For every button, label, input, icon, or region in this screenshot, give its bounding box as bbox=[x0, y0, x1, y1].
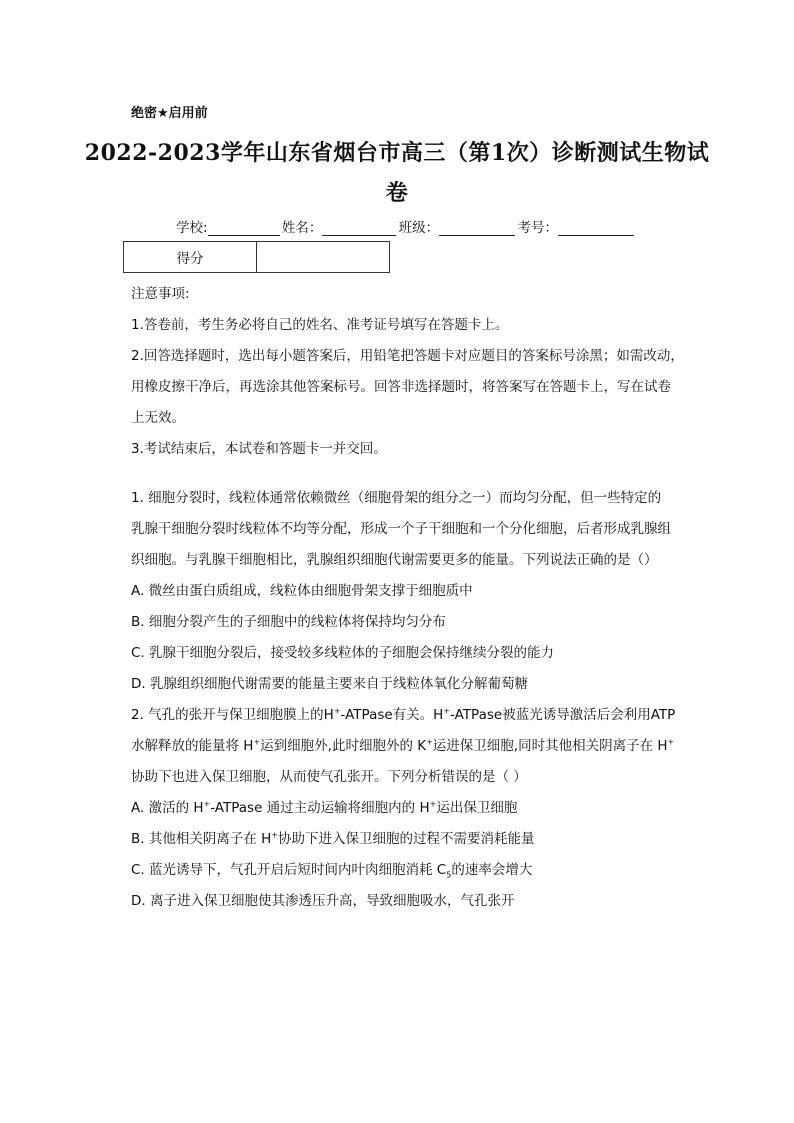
score-box bbox=[123, 241, 390, 273]
exam-number-field[interactable] bbox=[558, 221, 634, 236]
score-label: 得分 bbox=[124, 242, 257, 273]
q1-option-d: D. 乳腺组织细胞代谢需要的能量主要来自于线粒体氧化分解葡萄糖 bbox=[131, 676, 528, 692]
student-info-row bbox=[176, 216, 634, 236]
school-field[interactable] bbox=[208, 221, 280, 236]
q1-stem-line-2: 乳腺干细胞分裂时线粒体不均等分配，形成一个子干细胞和一个分化细胞，后者形成乳腺组 bbox=[131, 521, 671, 537]
q1-stem-line-1: 1. 细胞分裂时，线粒体通常依赖微丝（细胞骨架的组分之一）而均匀分配，但一些特定的 bbox=[131, 490, 662, 506]
notes-item-1: 1.答卷前，考生务必将自己的姓名、准考证号填写在答题卡上。 bbox=[131, 317, 509, 333]
q2-stem-line-3: 协助下也进入保卫细胞，从而使气孔张开。下列分析错误的是（ ） bbox=[131, 769, 527, 785]
q1-option-a: A. 微丝由蛋白质组成，线粒体由细胞骨架支撑于细胞质中 bbox=[131, 583, 473, 599]
q2-option-b: B. 其他相关阴离子在 H+协助下进入保卫细胞的过程不需要消耗能量 bbox=[131, 830, 535, 847]
q1-stem-line-3: 织细胞。与乳腺干细胞相比，乳腺组织细胞代谢需要更多的能量。下列说法正确的是（） bbox=[131, 552, 658, 568]
page-title: 2022-2023学年山东省烟台市高三（第1次）诊断测试生物试 bbox=[84, 140, 710, 166]
q1-option-b: B. 细胞分裂产生的子细胞中的线粒体将保持均匀分布 bbox=[131, 614, 446, 630]
q2-stem-line-1: 2. 气孔的张开与保卫细胞膜上的H+-ATPase有关。H+-ATPase被蓝光诱导激活后会利用ATP bbox=[131, 706, 676, 723]
notes-item-2-line-2: 用橡皮擦干净后，再选涂其他答案标号。回答非选择题时，将答案写在答题卡上，写在试卷 bbox=[131, 379, 671, 395]
score-value[interactable] bbox=[257, 242, 390, 273]
notes-item-2-line-1: 2.回答选择题时，选出每小题答案后，用铅笔把答题卡对应题目的答案标号涂黑；如需改动， bbox=[131, 348, 684, 364]
q2-option-c: C. 蓝光诱导下，气孔开启后短时间内叶肉细胞消耗 $C_5$的速率会增大 bbox=[131, 862, 533, 880]
class-label: 班级： bbox=[398, 220, 440, 236]
school-label: 学校: bbox=[176, 220, 208, 236]
q2-option-d: D. 离子进入保卫细胞使其渗透压升高，导致细胞吸水，气孔张开 bbox=[131, 893, 515, 909]
q2-option-a: A. 激活的 H+-ATPase 通过主动运输将细胞内的 H+运出保卫细胞 bbox=[131, 799, 518, 816]
notes-item-3: 3.考试结束后，本试卷和答题卡一并交回。 bbox=[131, 441, 387, 457]
notes-item-2-line-3: 上无效。 bbox=[131, 410, 185, 426]
name-field[interactable] bbox=[322, 221, 396, 236]
exam-number-label: 考号： bbox=[517, 220, 558, 236]
q1-option-c: C. 乳腺干细胞分裂后，接受较多线粒体的子细胞会保持继续分裂的能力 bbox=[131, 645, 555, 661]
q2-stem-line-2: 水解释放的能量将 H+运到细胞外,此时细胞外的 K+运进保卫细胞,同时其他相关阴离子在 H+ bbox=[131, 737, 675, 754]
class-field[interactable] bbox=[439, 221, 515, 236]
notes-heading: 注意事项: bbox=[131, 286, 190, 302]
name-label: 姓名： bbox=[281, 220, 323, 236]
confidential-label: 绝密★启用前 bbox=[131, 106, 208, 121]
page-title-continued: 卷 bbox=[385, 180, 409, 206]
